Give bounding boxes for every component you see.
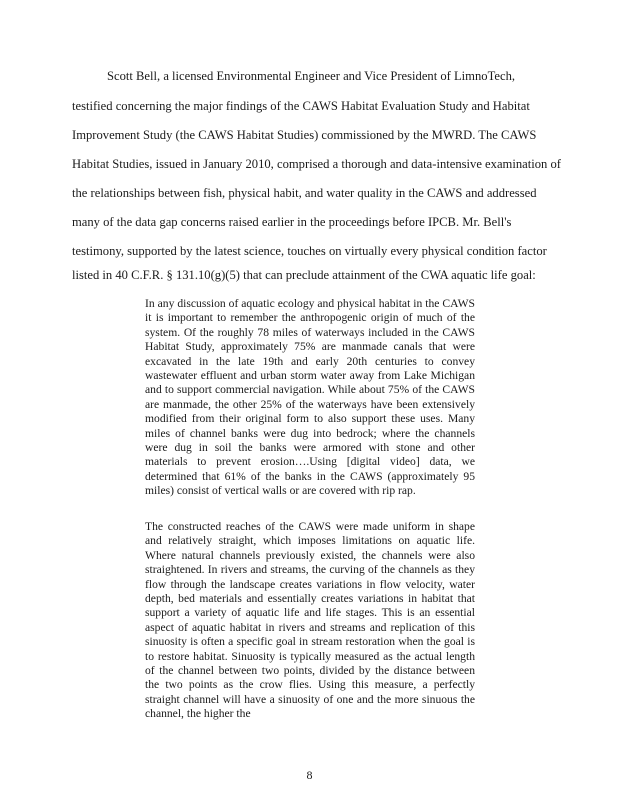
quote-paragraph: In any discussion of aquatic ecology and physical habitat in the CAWS it is important to remember the anthropogenic origin of much of the system. Of the roughly 78 miles of waterways included in the CAWS Habitat Study, approximately 75% are manmade canals that were excavated in the late 19th and early 20th centuries to convey wastewater effluent and urban storm water away from Lake Michigan and to support commercial navigation. While about 75% of the CAWS are manmade, the other 25% of the waterways have been extensively modified from their original form to also support these uses. Many miles of channel banks were dug into bedrock; where the channels were dug in soil the banks were armored with stone and other materials to prevent erosion….Using [digital video] data, we determined that 61% of the banks in the CAWS (approximately 95 miles) consist of vertical walls or are covered with rip rap. bbox=[145, 297, 475, 498]
block-quote-paragraph-2 bbox=[145, 520, 475, 722]
block-quote-paragraph-1 bbox=[145, 297, 475, 499]
body-line: Habitat Studies, issued in January 2010, comprised a thorough and data-intensive examination of bbox=[72, 157, 561, 171]
quote-paragraph: The constructed reaches of the CAWS were made uniform in shape and relatively straight, which imposes limitations on aquatic life. Where natural channels previously existed, the channels were also straightened. In rivers and streams, the curving of the channels as they flow through the landscape creates variations in flow velocity, water depth, bed materials and essentially creates variations in habitat that support a variety of aquatic life and life stages. This is an essential aspect of aquatic habitat in rivers and streams and replication of this sinuosity is often a specific goal in stream restoration when the goal is to restore habitat. Sinuosity is typically measured as the actual length of the channel between two points, divided by the distance between the two points as the crow flies. Using this measure, a perfectly straight channel will have a sinuosity of one and the more sinuous the channel, the higher the bbox=[145, 520, 475, 721]
body-line: listed in 40 C.F.R. § 131.10(g)(5) that can preclude attainment of the CWA aquatic life goal: bbox=[72, 268, 536, 282]
body-line: Improvement Study (the CAWS Habitat Studies) commissioned by the MWRD. The CAWS bbox=[72, 128, 537, 142]
page-number: 8 bbox=[306, 768, 313, 782]
body-line: Scott Bell, a licensed Environmental Engineer and Vice President of LimnoTech, bbox=[107, 69, 516, 83]
body-line: testimony, supported by the latest science, touches on virtually every physical condition factor bbox=[72, 244, 547, 258]
body-line: testified concerning the major findings of the CAWS Habitat Evaluation Study and Habitat bbox=[72, 99, 530, 113]
body-line: many of the data gap concerns raised earlier in the proceedings before IPCB. Mr. Bell's bbox=[72, 215, 512, 229]
body-line: the relationships between fish, physical habit, and water quality in the CAWS and addressed bbox=[72, 186, 537, 200]
